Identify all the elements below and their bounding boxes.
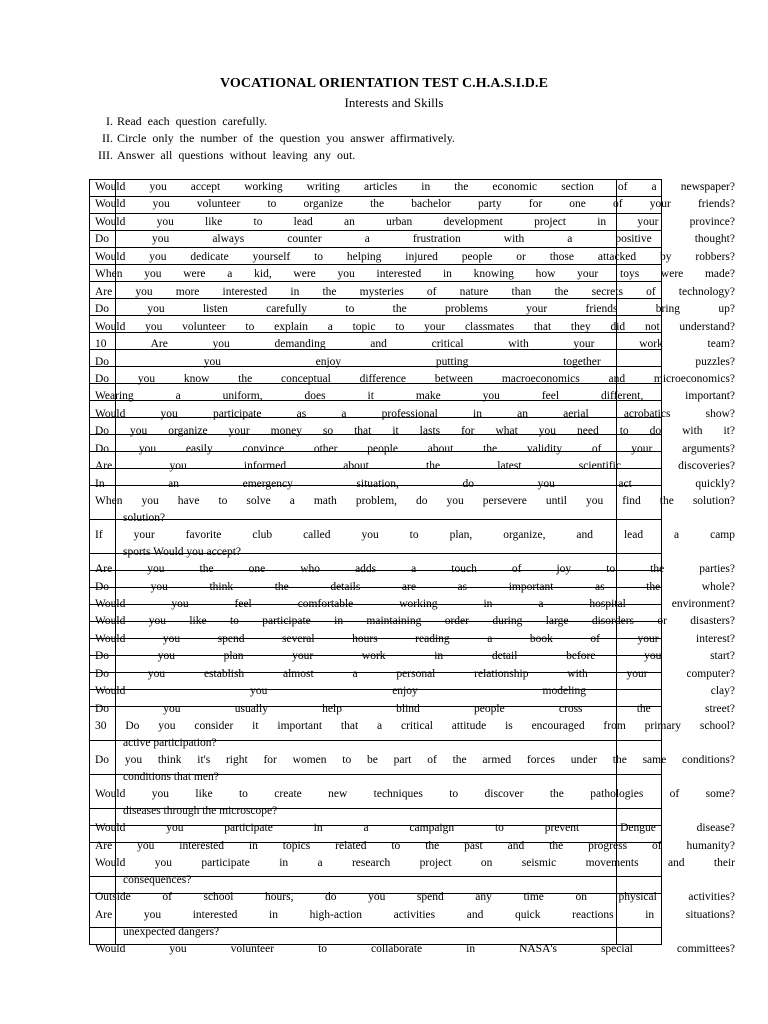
instruction-text: Read each question carefully. <box>117 114 268 128</box>
question-text: Would you participate in a research project on seismic movements and their <box>95 857 735 870</box>
question-text: Are you the one who adds a touch of joy to the parties? <box>95 563 735 576</box>
question-text: Do you easily convince other people about the validity of your arguments? <box>95 442 735 455</box>
question-text-continuation: conditions that men? <box>123 771 219 784</box>
instructions-list <box>92 113 455 164</box>
question-text: Would you volunteer to organize the bachelor party for one of your friends? <box>95 198 735 211</box>
question-text: Do you enjoy putting together puzzles? <box>95 355 735 368</box>
question-text: When you were a kid, were you interested in knowing how your toys were made? <box>95 268 735 281</box>
question-text-continuation: active participation? <box>123 737 217 750</box>
question-text-continuation: diseases through the microscope? <box>123 805 278 818</box>
question-text: 30 Do you consider it important that a critical attitude is encouraged from primary school? <box>95 720 735 733</box>
question-text: Would you spend several hours reading a book of your interest? <box>95 632 735 645</box>
question-text: Do you listen carefully to the problems your friends bring up? <box>95 303 735 316</box>
instruction-text: Circle only the number of the question you answer affirmatively. <box>117 131 455 145</box>
question-text: When you have to solve a math problem, do you persevere until you find the solution? <box>95 495 735 508</box>
question-text: Wearing a uniform, does it make you feel different, important? <box>95 390 735 403</box>
question-text-continuation: solution? <box>123 512 166 525</box>
question-text: Outside of school hours, do you spend any time on physical activities? <box>95 891 735 904</box>
question-text-continuation: consequences? <box>123 874 192 887</box>
instruction-number: II. <box>102 131 113 145</box>
question-text: Would you participate as a professional in an aerial acrobatics show? <box>95 407 735 420</box>
question-text: Would you enjoy modeling clay? <box>95 685 735 698</box>
question-text: Would you accept working writing articles in the economic section of a newspaper? <box>95 181 735 193</box>
question-text: Are you more interested in the mysteries of nature than the secrets of technology? <box>95 285 735 298</box>
question-text: Would you dedicate yourself to helping injured people or those attacked by robbers? <box>95 250 735 263</box>
instruction-number: I. <box>106 114 113 128</box>
question-text: Do you establish almost a personal relationship with your computer? <box>95 667 735 680</box>
question-text: Are you interested in topics related to the past and the progress of humanity? <box>95 839 735 852</box>
question-text: Would you volunteer to explain a topic to your classmates that they did not understand? <box>95 320 735 333</box>
page-subtitle: Interests and Skills <box>344 95 444 110</box>
instruction-item <box>92 113 455 130</box>
question-text: 10 Are you demanding and critical with your work team? <box>95 338 735 351</box>
instruction-text: Answer all questions without leaving any out. <box>117 148 356 162</box>
question-text: Would you feel comfortable working in a hospital environment? <box>95 598 735 610</box>
question-text: Would you like to create new techniques to discover the pathologies of some? <box>95 788 735 801</box>
question-text: Would you participate in a campaign to prevent Dengue disease? <box>95 822 735 835</box>
question-text: Would you volunteer to collaborate in NASA's special committees? <box>95 942 735 955</box>
page-title: VOCATIONAL ORIENTATION TEST C.H.A.S.I.D.E <box>219 76 549 91</box>
instruction-number: III. <box>98 148 113 162</box>
question-text: Do you know the conceptual difference between macroeconomics and microeconomics? <box>95 372 735 385</box>
question-text: Are you interested in high-action activities and quick reactions in situations? <box>95 908 735 921</box>
question-text: Are you informed about the latest scientific discoveries? <box>95 460 735 473</box>
question-text: If your favorite club called you to plan, organize, and lead a camp <box>95 529 735 542</box>
question-text: Do you always counter a frustration with a positive thought? <box>95 233 735 246</box>
instruction-item <box>92 130 455 147</box>
question-text: In an emergency situation, do you act quickly? <box>95 477 735 490</box>
question-text: Do you think it's right for women to be part of the armed forces under the same conditions? <box>95 754 735 767</box>
question-text: Do you think the details are as important as the whole? <box>95 580 735 593</box>
question-text-continuation: unexpected dangers? <box>123 925 220 938</box>
question-text-continuation: sports Would you accept? <box>123 546 241 559</box>
question-text: Would you like to participate in maintaining order during large disorders or disasters? <box>95 615 735 628</box>
question-text: Do you organize your money so that it lasts for what you need to do with it? <box>95 425 735 438</box>
question-text: Would you like to lead an urban development project in your province? <box>95 215 735 228</box>
instruction-item <box>92 147 455 164</box>
question-text: Do you usually help blind people cross the street? <box>95 702 735 715</box>
question-text: Do you plan your work in detail before you start? <box>95 650 735 663</box>
